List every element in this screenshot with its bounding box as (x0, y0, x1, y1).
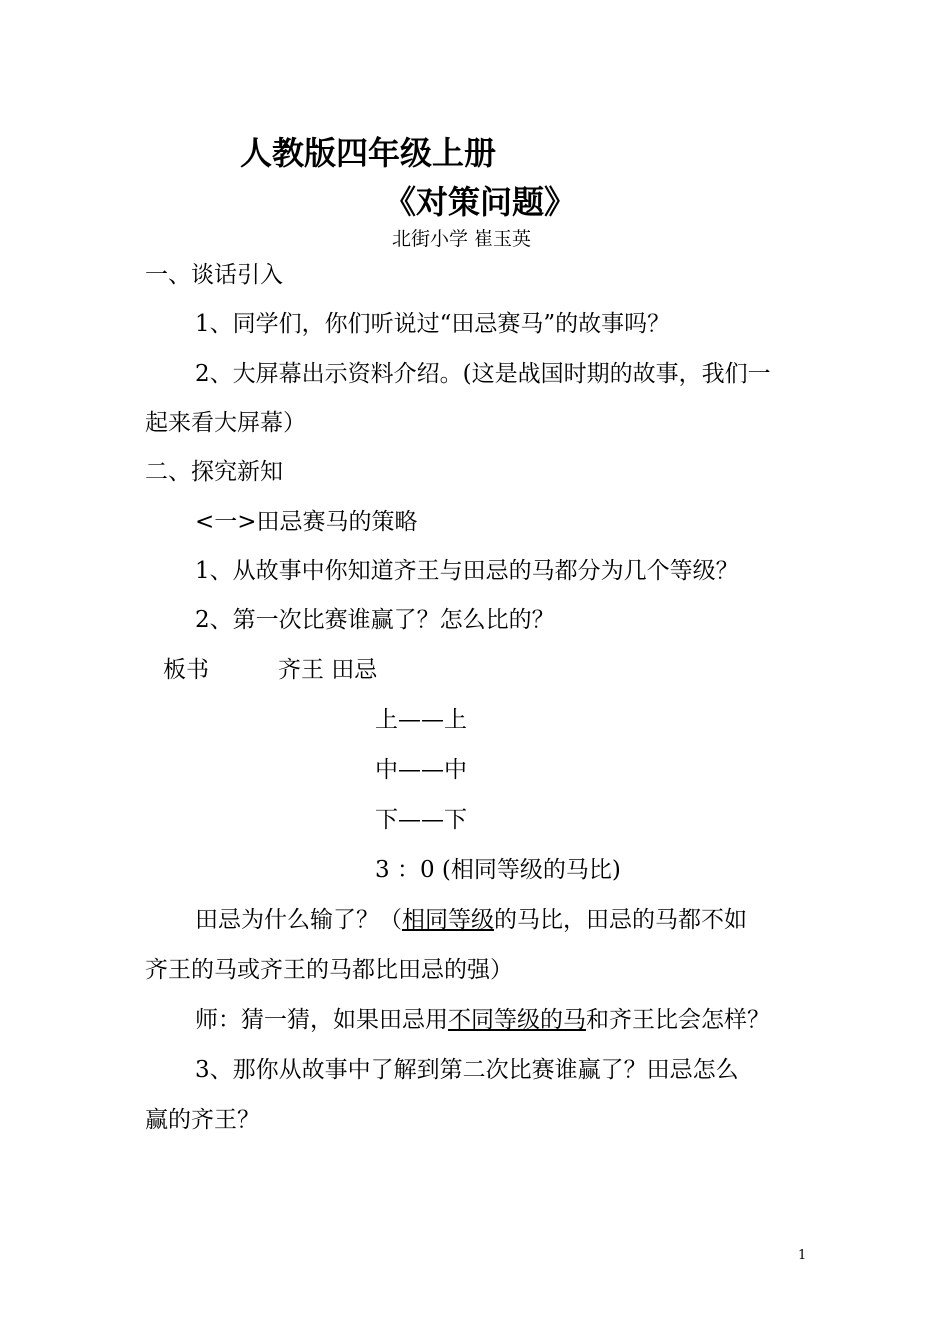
question-5-line-2: 赢的齐王？ (145, 1107, 260, 1133)
question-2-line-1: 2、大屏幕出示资料介绍。(这是战国时期的故事，我们一 (195, 361, 771, 387)
question-2-line-2: 起来看大屏幕） (145, 410, 306, 436)
author-line: 北街小学 崔玉英 (392, 228, 532, 250)
board-label: 板书 (163, 657, 209, 683)
page-number: 1 (798, 1248, 807, 1263)
question-4: 2、第一次比赛谁赢了？怎么比的？ (195, 607, 555, 633)
why-text-post: 的马比，田忌的马都不如 (494, 907, 747, 933)
document-subtitle: 《对策问题》 (384, 183, 577, 221)
question-3: 1、从故事中你知道齐王与田忌的马都分为几个等级？ (195, 558, 739, 584)
question-1: 1、同学们，你们听说过“田忌赛马”的故事吗？ (195, 311, 671, 337)
question-5-line-1: 3、那你从故事中了解到第二次比赛谁赢了？田忌怎么 (195, 1057, 739, 1083)
board-row: 中——中 (375, 757, 467, 783)
subsection-heading: <一>田忌赛马的策略 (195, 509, 418, 535)
why-underlined-text: 相同等级 (402, 907, 494, 933)
why-line-2: 齐王的马或齐王的马都比田忌的强） (145, 957, 513, 983)
section-heading-intro: 一、谈话引入 (145, 262, 283, 288)
teacher-text-pre: 师：猜一猜，如果田忌用 (195, 1007, 448, 1033)
section-heading-explore: 二、探究新知 (145, 459, 283, 485)
board-row: 上——上 (375, 707, 467, 733)
teacher-text-post: 和齐王比会怎样？ (586, 1007, 770, 1033)
teacher-line (195, 1005, 770, 1035)
board-score: 3 ：0 (相同等级的马比) (375, 857, 621, 883)
why-line-1 (195, 905, 747, 935)
board-header: 齐王 田忌 (278, 657, 378, 683)
why-text-pre: 田忌为什么输了？（ (195, 907, 402, 933)
teacher-underlined-text: 不同等级的马 (448, 1007, 586, 1033)
board-row: 下——下 (375, 807, 467, 833)
document-title: 人教版四年级上册 (240, 134, 497, 172)
